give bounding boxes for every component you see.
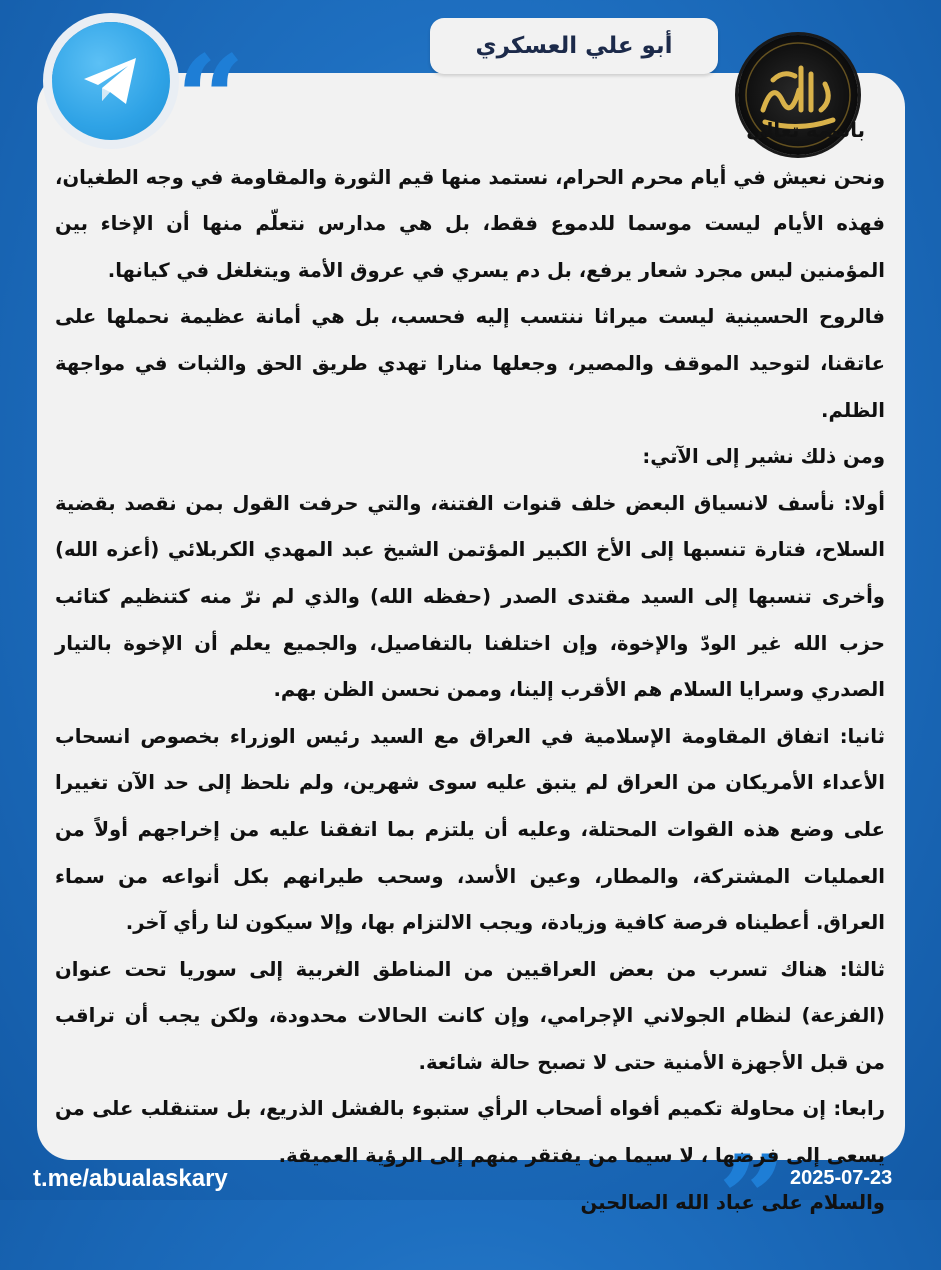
statement-text <box>55 108 885 1226</box>
paragraph-third-point: ثالثا: هناك تسرب من بعض العراقيين من المناطق الغربية إلى سوريا تحت عنوان (الفزعة) لنظام الجولاني الإجرامي، وإن كانت الحالات محدودة، ولكن يجب أن تراقب من قبل الأجهزة الأمنية حتى لا تصبح حالة شائعة. <box>55 957 885 1074</box>
telegram-channel-link[interactable]: t.me/abualaskary <box>33 1165 228 1192</box>
paragraph-first-point: أولا: نأسف لانسياق البعض خلف قنوات الفتنة، والتي حرفت القول بمن نقصد بقضية السلاح، فتارة تنسبها إلى الأخ الكبير المؤتمن الشيخ عبد المهدي الكربلائي (أعزه الله) وأخرى تنسبها إلى السيد مقتدى الصدر (حفظه الله) والذي لم نرّ منه كتنظيم كتائب حزب الله غير الودّ والإخوة، وإن اختلفنا بالتفاصيل، والجميع يعلم أن الإخوة بالتيار الصدري وسرايا السلام هم الأقرب إلينا، وممن نحسن الظن بهم. <box>55 491 885 702</box>
basmala-line: باسمه تعالى <box>746 119 865 142</box>
quote-open-icon: “ <box>176 29 246 170</box>
quote-close-icon: ” <box>718 1129 788 1270</box>
paragraph-intro: ونحن نعيش في أيام محرم الحرام، نستمد منها قيم الثورة والمقاومة في وجه الطغيان، فهذه الأيام ليست موسما للدموع فقط، بل هي مدارس نتعلّم منها أن الإخاء بين المؤمنين ليس مجرد شعار يرفع، بل دم يسري في عروق الأمة ويتغلغل في كيانها. <box>55 165 885 282</box>
paragraph-second-point: ثانيا: اتفاق المقاومة الإسلامية في العراق مع السيد رئيس الوزراء بخصوص انسحاب الأعداء الأمريكان من العراق لم يتبق عليه سوى شهرين، ولم نلحظ إلى حد الآن تغييرا على وضع هذه القوات المحتلة، وعليه أن يلتزم بما اتفقنا عليه من إخراجهم أولاً من العمليات المشتركة، والمطار، وعين الأسد، وسحب طيرانهم بكل أنواعه من سماء العراق. أعطيناه فرصة كافية وزيادة، ويجب الالتزام بها، وإلا سيكون لنا رأي آخر. <box>55 724 885 935</box>
author-name: أبو علي العسكري <box>430 18 718 74</box>
paragraph-husseini-spirit: فالروح الحسينية ليست ميراثا ننتسب إليه فحسب، بل هي أمانة عظيمة نحملها على عاتقنا، لتوحيد الموقف والمصير، وجعلها منارا تهدي طريق الحق والثبات في مواجهة الظلم. <box>55 305 885 422</box>
closing-salutation: والسلام على عباد الله الصالحين <box>580 1190 885 1214</box>
paragraph-points-intro: ومن ذلك نشير إلى الآتي: <box>642 445 885 469</box>
statement-date: 2025-07-23 <box>790 1167 893 1189</box>
paragraph-fourth-point: رابعا: إن محاولة تكميم أفواه أصحاب الرأي ستبوء بالفشل الذريع، بل ستنقلب على من يسعى إلى فرضها ، لا سيما من يفتقر منهم إلى الرؤية العميقة. <box>55 1097 885 1168</box>
